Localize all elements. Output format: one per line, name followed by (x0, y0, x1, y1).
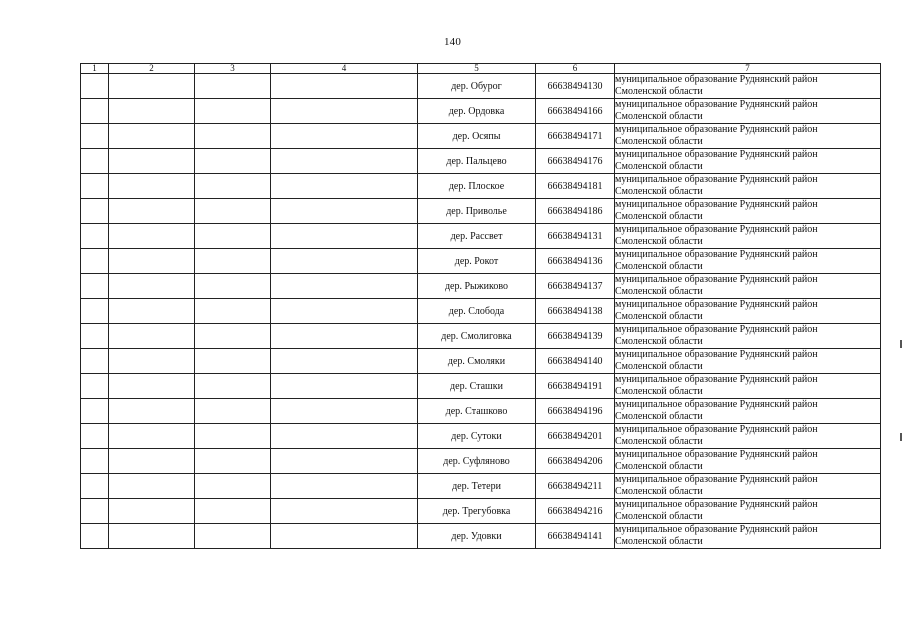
municipality-cell (615, 99, 881, 124)
municipality-cell (615, 274, 881, 299)
cell-col-2 (109, 249, 195, 274)
table-row (81, 124, 881, 149)
cell-col-4 (271, 199, 418, 224)
table-row (81, 149, 881, 174)
table-row (81, 499, 881, 524)
cell-col-4 (271, 399, 418, 424)
municipality-cell (615, 424, 881, 449)
settlement-name: дер. Пальцево (418, 149, 536, 174)
column-number-row (81, 64, 881, 74)
oktmo-code: 66638494171 (536, 124, 615, 149)
settlement-name: дер. Сташки (418, 374, 536, 399)
cell-col-1 (81, 449, 109, 474)
cell-col-2 (109, 349, 195, 374)
municipality-cell (615, 149, 881, 174)
municipality-line-1: муниципальное образование Руднянский район (615, 99, 818, 110)
municipality-line-1: муниципальное образование Руднянский район (615, 324, 818, 335)
page-number: 140 (443, 36, 462, 48)
column-header-2: 2 (109, 64, 195, 74)
cell-col-1 (81, 374, 109, 399)
municipality-line-2: Смоленской области (615, 461, 703, 472)
table-row (81, 399, 881, 424)
municipality-line-2: Смоленской области (615, 136, 703, 147)
municipality-line-2: Смоленской области (615, 436, 703, 447)
municipality-line-2: Смоленской области (615, 536, 703, 547)
municipality-line-1: муниципальное образование Руднянский район (615, 449, 818, 460)
settlement-name: дер. Рыжиково (418, 274, 536, 299)
cell-col-3 (195, 224, 271, 249)
oktmo-code: 66638494176 (536, 149, 615, 174)
table-row (81, 99, 881, 124)
column-header-5: 5 (418, 64, 536, 74)
cell-col-4 (271, 374, 418, 399)
table-row (81, 524, 881, 549)
cell-col-1 (81, 224, 109, 249)
oktmo-code: 66638494181 (536, 174, 615, 199)
table-row (81, 199, 881, 224)
settlement-name: дер. Слобода (418, 299, 536, 324)
cell-col-3 (195, 399, 271, 424)
cell-col-1 (81, 499, 109, 524)
cell-col-2 (109, 449, 195, 474)
municipality-cell (615, 249, 881, 274)
cell-col-1 (81, 324, 109, 349)
table-row (81, 424, 881, 449)
table-row (81, 224, 881, 249)
cell-col-3 (195, 99, 271, 124)
municipality-line-1: муниципальное образование Руднянский район (615, 249, 818, 260)
cell-col-2 (109, 199, 195, 224)
oktmo-code: 66638494136 (536, 249, 615, 274)
cell-col-1 (81, 249, 109, 274)
oktmo-code: 66638494206 (536, 449, 615, 474)
cell-col-2 (109, 274, 195, 299)
cell-col-2 (109, 149, 195, 174)
municipality-line-1: муниципальное образование Руднянский район (615, 399, 818, 410)
cell-col-4 (271, 149, 418, 174)
cell-col-4 (271, 174, 418, 199)
cell-col-1 (81, 124, 109, 149)
table-row (81, 374, 881, 399)
oktmo-code: 66638494201 (536, 424, 615, 449)
cell-col-3 (195, 249, 271, 274)
table-row (81, 449, 881, 474)
oktmo-code: 66638494186 (536, 199, 615, 224)
oktmo-code: 66638494139 (536, 324, 615, 349)
municipality-line-2: Смоленской области (615, 161, 703, 172)
table-row (81, 74, 881, 99)
column-header-3: 3 (195, 64, 271, 74)
municipality-cell (615, 399, 881, 424)
cell-col-3 (195, 149, 271, 174)
settlement-name: дер. Обурог (418, 74, 536, 99)
settlements-table (80, 63, 881, 549)
cell-col-3 (195, 199, 271, 224)
oktmo-code: 66638494211 (536, 474, 615, 499)
cell-col-2 (109, 499, 195, 524)
settlement-name: дер. Рассвет (418, 224, 536, 249)
municipality-cell (615, 499, 881, 524)
cell-col-3 (195, 299, 271, 324)
cell-col-4 (271, 299, 418, 324)
cell-col-2 (109, 524, 195, 549)
municipality-line-1: муниципальное образование Руднянский район (615, 149, 818, 160)
column-header-6: 6 (536, 64, 615, 74)
oktmo-code: 66638494130 (536, 74, 615, 99)
municipality-line-1: муниципальное образование Руднянский район (615, 424, 818, 435)
municipality-line-1: муниципальное образование Руднянский район (615, 374, 818, 385)
cell-col-2 (109, 74, 195, 99)
settlement-name: дер. Тетери (418, 474, 536, 499)
cell-col-4 (271, 474, 418, 499)
municipality-line-1: муниципальное образование Руднянский район (615, 274, 818, 285)
cell-col-2 (109, 174, 195, 199)
cell-col-4 (271, 74, 418, 99)
cell-col-2 (109, 474, 195, 499)
municipality-cell (615, 74, 881, 99)
cell-col-4 (271, 449, 418, 474)
cell-col-4 (271, 224, 418, 249)
cell-col-2 (109, 124, 195, 149)
scan-edge-mark (900, 340, 902, 348)
cell-col-3 (195, 424, 271, 449)
municipality-line-1: муниципальное образование Руднянский район (615, 499, 818, 510)
cell-col-1 (81, 199, 109, 224)
cell-col-2 (109, 424, 195, 449)
cell-col-2 (109, 99, 195, 124)
municipality-cell (615, 349, 881, 374)
cell-col-2 (109, 324, 195, 349)
settlement-name: дер. Смоляки (418, 349, 536, 374)
cell-col-3 (195, 274, 271, 299)
municipality-line-2: Смоленской области (615, 261, 703, 272)
cell-col-4 (271, 499, 418, 524)
municipality-line-1: муниципальное образование Руднянский район (615, 199, 818, 210)
cell-col-1 (81, 174, 109, 199)
settlement-name: дер. Сутоки (418, 424, 536, 449)
cell-col-1 (81, 349, 109, 374)
municipality-cell (615, 374, 881, 399)
cell-col-4 (271, 424, 418, 449)
settlement-name: дер. Ордовка (418, 99, 536, 124)
table-body (81, 64, 881, 549)
cell-col-1 (81, 149, 109, 174)
municipality-cell (615, 199, 881, 224)
settlement-name: дер. Трегубовка (418, 499, 536, 524)
cell-col-1 (81, 74, 109, 99)
municipality-line-2: Смоленской области (615, 236, 703, 247)
municipality-line-2: Смоленской области (615, 486, 703, 497)
cell-col-1 (81, 424, 109, 449)
cell-col-1 (81, 299, 109, 324)
settlement-name: дер. Суфляново (418, 449, 536, 474)
cell-col-3 (195, 324, 271, 349)
oktmo-code: 66638494196 (536, 399, 615, 424)
settlement-name: дер. Смолиговка (418, 324, 536, 349)
cell-col-4 (271, 349, 418, 374)
cell-col-4 (271, 524, 418, 549)
municipality-cell (615, 474, 881, 499)
cell-col-1 (81, 99, 109, 124)
table-row (81, 299, 881, 324)
cell-col-3 (195, 499, 271, 524)
oktmo-code: 66638494131 (536, 224, 615, 249)
municipality-cell (615, 124, 881, 149)
municipality-cell (615, 449, 881, 474)
municipality-line-1: муниципальное образование Руднянский район (615, 474, 818, 485)
municipality-line-1: муниципальное образование Руднянский район (615, 74, 818, 85)
settlement-name: дер. Удовки (418, 524, 536, 549)
municipality-line-2: Смоленской области (615, 186, 703, 197)
scan-edge-mark (900, 433, 902, 441)
settlement-name: дер. Сташково (418, 399, 536, 424)
cell-col-1 (81, 399, 109, 424)
cell-col-4 (271, 124, 418, 149)
settlement-name: дер. Приволье (418, 199, 536, 224)
oktmo-code: 66638494216 (536, 499, 615, 524)
cell-col-1 (81, 524, 109, 549)
oktmo-code: 66638494137 (536, 274, 615, 299)
municipality-line-1: муниципальное образование Руднянский район (615, 124, 818, 135)
cell-col-3 (195, 474, 271, 499)
cell-col-3 (195, 349, 271, 374)
municipality-line-2: Смоленской области (615, 361, 703, 372)
cell-col-4 (271, 324, 418, 349)
municipality-line-1: муниципальное образование Руднянский район (615, 224, 818, 235)
table-row (81, 349, 881, 374)
municipality-cell (615, 224, 881, 249)
table-row (81, 174, 881, 199)
cell-col-1 (81, 274, 109, 299)
municipality-line-2: Смоленской области (615, 336, 703, 347)
oktmo-code: 66638494166 (536, 99, 615, 124)
table-row (81, 249, 881, 274)
municipality-line-2: Смоленской области (615, 311, 703, 322)
municipality-line-2: Смоленской области (615, 386, 703, 397)
municipality-line-2: Смоленской области (615, 411, 703, 422)
cell-col-3 (195, 74, 271, 99)
cell-col-3 (195, 449, 271, 474)
cell-col-4 (271, 249, 418, 274)
municipality-line-1: муниципальное образование Руднянский район (615, 524, 818, 535)
table-row (81, 474, 881, 499)
cell-col-4 (271, 99, 418, 124)
column-header-1: 1 (81, 64, 109, 74)
municipality-cell (615, 524, 881, 549)
column-header-7: 7 (615, 64, 881, 74)
municipality-line-2: Смоленской области (615, 511, 703, 522)
cell-col-3 (195, 174, 271, 199)
municipality-cell (615, 174, 881, 199)
cell-col-4 (271, 274, 418, 299)
cell-col-3 (195, 524, 271, 549)
oktmo-code: 66638494141 (536, 524, 615, 549)
settlement-name: дер. Плоское (418, 174, 536, 199)
cell-col-2 (109, 224, 195, 249)
municipality-line-2: Смоленской области (615, 86, 703, 97)
cell-col-3 (195, 124, 271, 149)
column-header-4: 4 (271, 64, 418, 74)
municipality-cell (615, 324, 881, 349)
settlement-name: дер. Осяпы (418, 124, 536, 149)
cell-col-2 (109, 399, 195, 424)
municipality-line-2: Смоленской области (615, 211, 703, 222)
municipality-line-1: муниципальное образование Руднянский район (615, 174, 818, 185)
oktmo-code: 66638494140 (536, 349, 615, 374)
municipality-cell (615, 299, 881, 324)
cell-col-2 (109, 299, 195, 324)
cell-col-3 (195, 374, 271, 399)
cell-col-2 (109, 374, 195, 399)
table-row (81, 274, 881, 299)
cell-col-1 (81, 474, 109, 499)
municipality-line-2: Смоленской области (615, 286, 703, 297)
municipality-line-1: муниципальное образование Руднянский район (615, 349, 818, 360)
oktmo-code: 66638494191 (536, 374, 615, 399)
table-row (81, 324, 881, 349)
oktmo-code: 66638494138 (536, 299, 615, 324)
municipality-line-1: муниципальное образование Руднянский район (615, 299, 818, 310)
settlement-name: дер. Рокот (418, 249, 536, 274)
municipality-line-2: Смоленской области (615, 111, 703, 122)
